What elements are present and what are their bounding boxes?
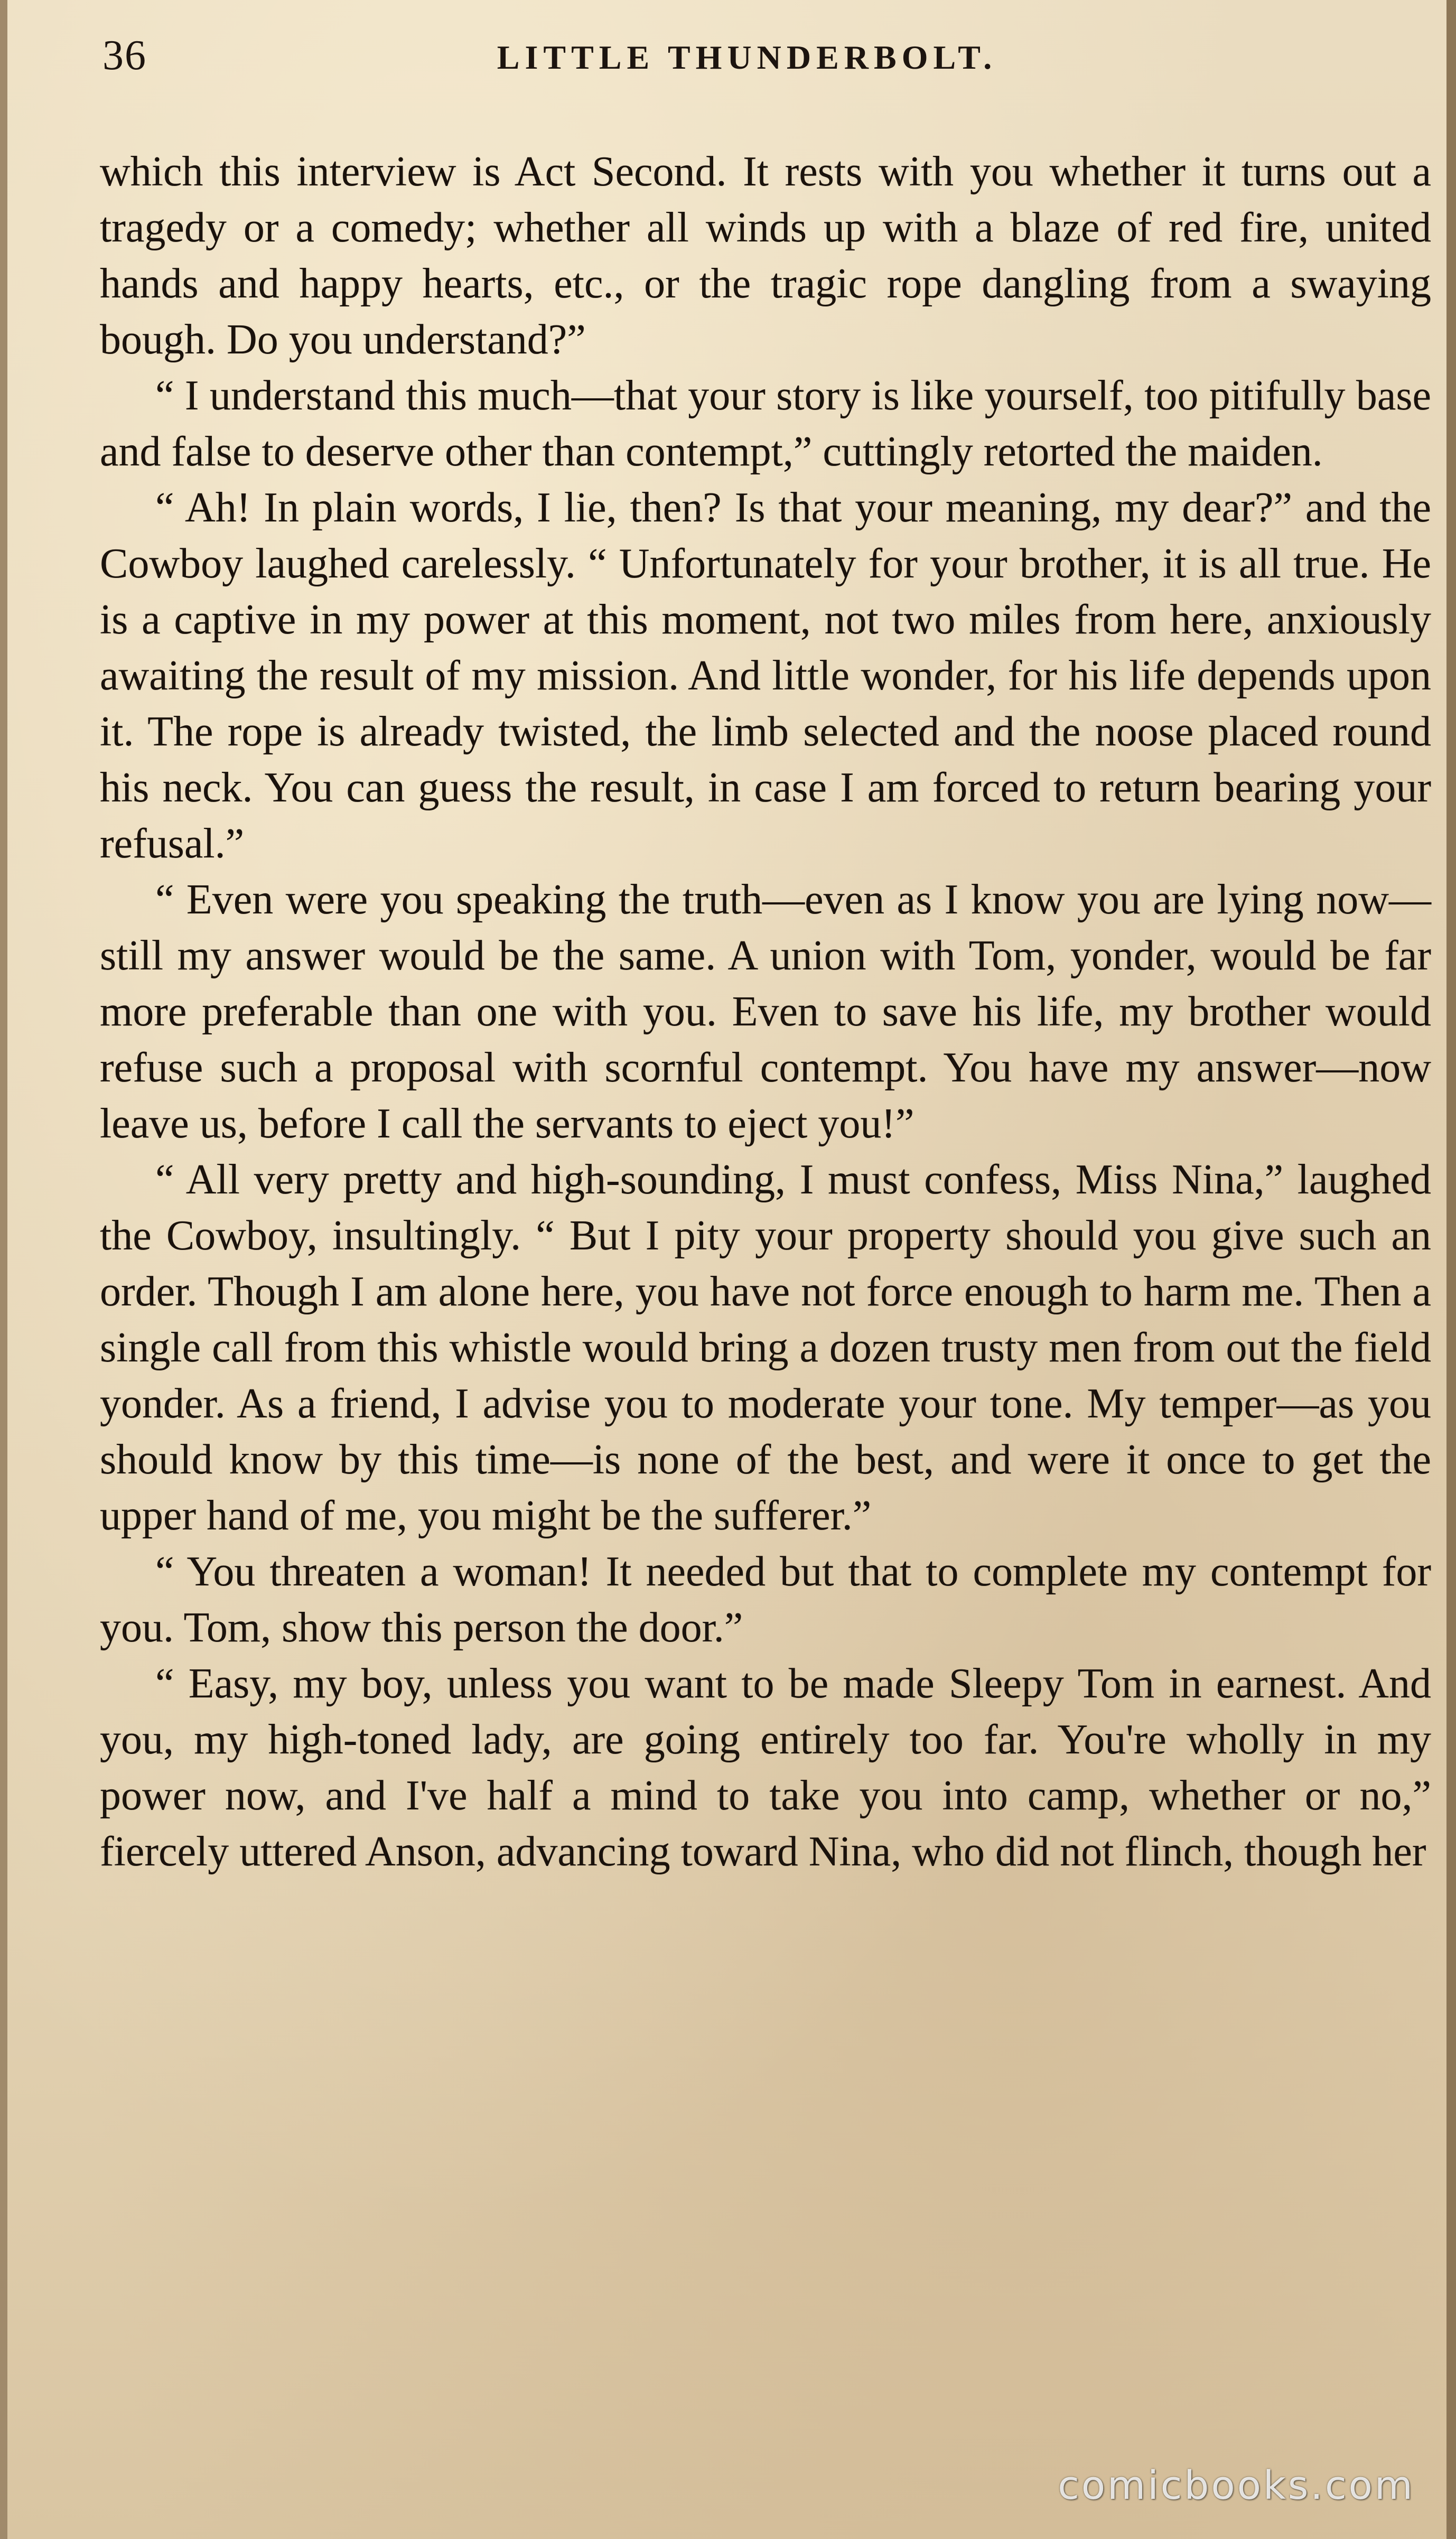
page-header [102,32,1392,90]
paragraph-2: “ I understand this much—that your story is like yourself, too pitifully base and false to deserve other than contempt,” cuttingly retorted the maiden. [100,372,1431,475]
paragraph-7: “ Easy, my boy, unless you want to be made Sleepy Tom in earnest. And you, my high-toned lady, are going entirely too far. You're wholly in my power now, and I've half a mind to take you into camp, whether or no,” fiercely uttered Anson, advancing toward Nina, who did not flinch, though her [100,1660,1431,1875]
running-head: LITTLE THUNDERBOLT. [497,39,997,76]
body-text [100,144,1431,1880]
paragraph-4: “ Even were you speaking the truth—even as I know you are lying now—still my answer would be the same. A union with Tom, yonder, would be far more preferable than one with you. Even to save his life, my brother would refuse such a proposal with scornful contempt. You have my answer—now leave us, before I call the servants to eject you!” [100,876,1431,1147]
watermark: comicbooks.com [1058,2463,1415,2508]
paragraph-1: which this interview is Act Second. It rests with you whether it turns out a tragedy or a comedy; whether all winds up with a blaze of red fire, united hands and happy hearts, etc., or the tragic rope dangling from a swaying bough. Do you understand?” [100,148,1431,363]
paragraph-5: “ All very pretty and high-sounding, I must confess, Miss Nina,” laughed the Cowboy, insultingly. “ But I pity your property should you give such an order. Though I am alone here, you have not force enough to harm me. Then a single call from this whistle would bring a dozen trusty men from out the field yonder. As a friend, I advise you to moderate your tone. My temper—as you should know by this time—is none of the best, and were it once to get the upper hand of me, you might be the sufferer.” [100,1156,1431,1539]
page-number: 36 [102,32,147,79]
paragraph-3: “ Ah! In plain words, I lie, then? Is that your meaning, my dear?” and the Cowboy laughed carelessly. “ Unfortunately for your brother, it is all true. He is a captive in my power at this moment, not two miles from here, anxiously awaiting the result of my mission. And little wonder, for his life depends upon it. The rope is already twisted, the limb selected and the noose placed round his neck. You can guess the result, in case I am forced to return bearing your refusal.” [100,484,1431,867]
paragraph-6: “ You threaten a woman! It needed but that to complete my contempt for you. Tom, show this person the door.” [100,1548,1431,1651]
